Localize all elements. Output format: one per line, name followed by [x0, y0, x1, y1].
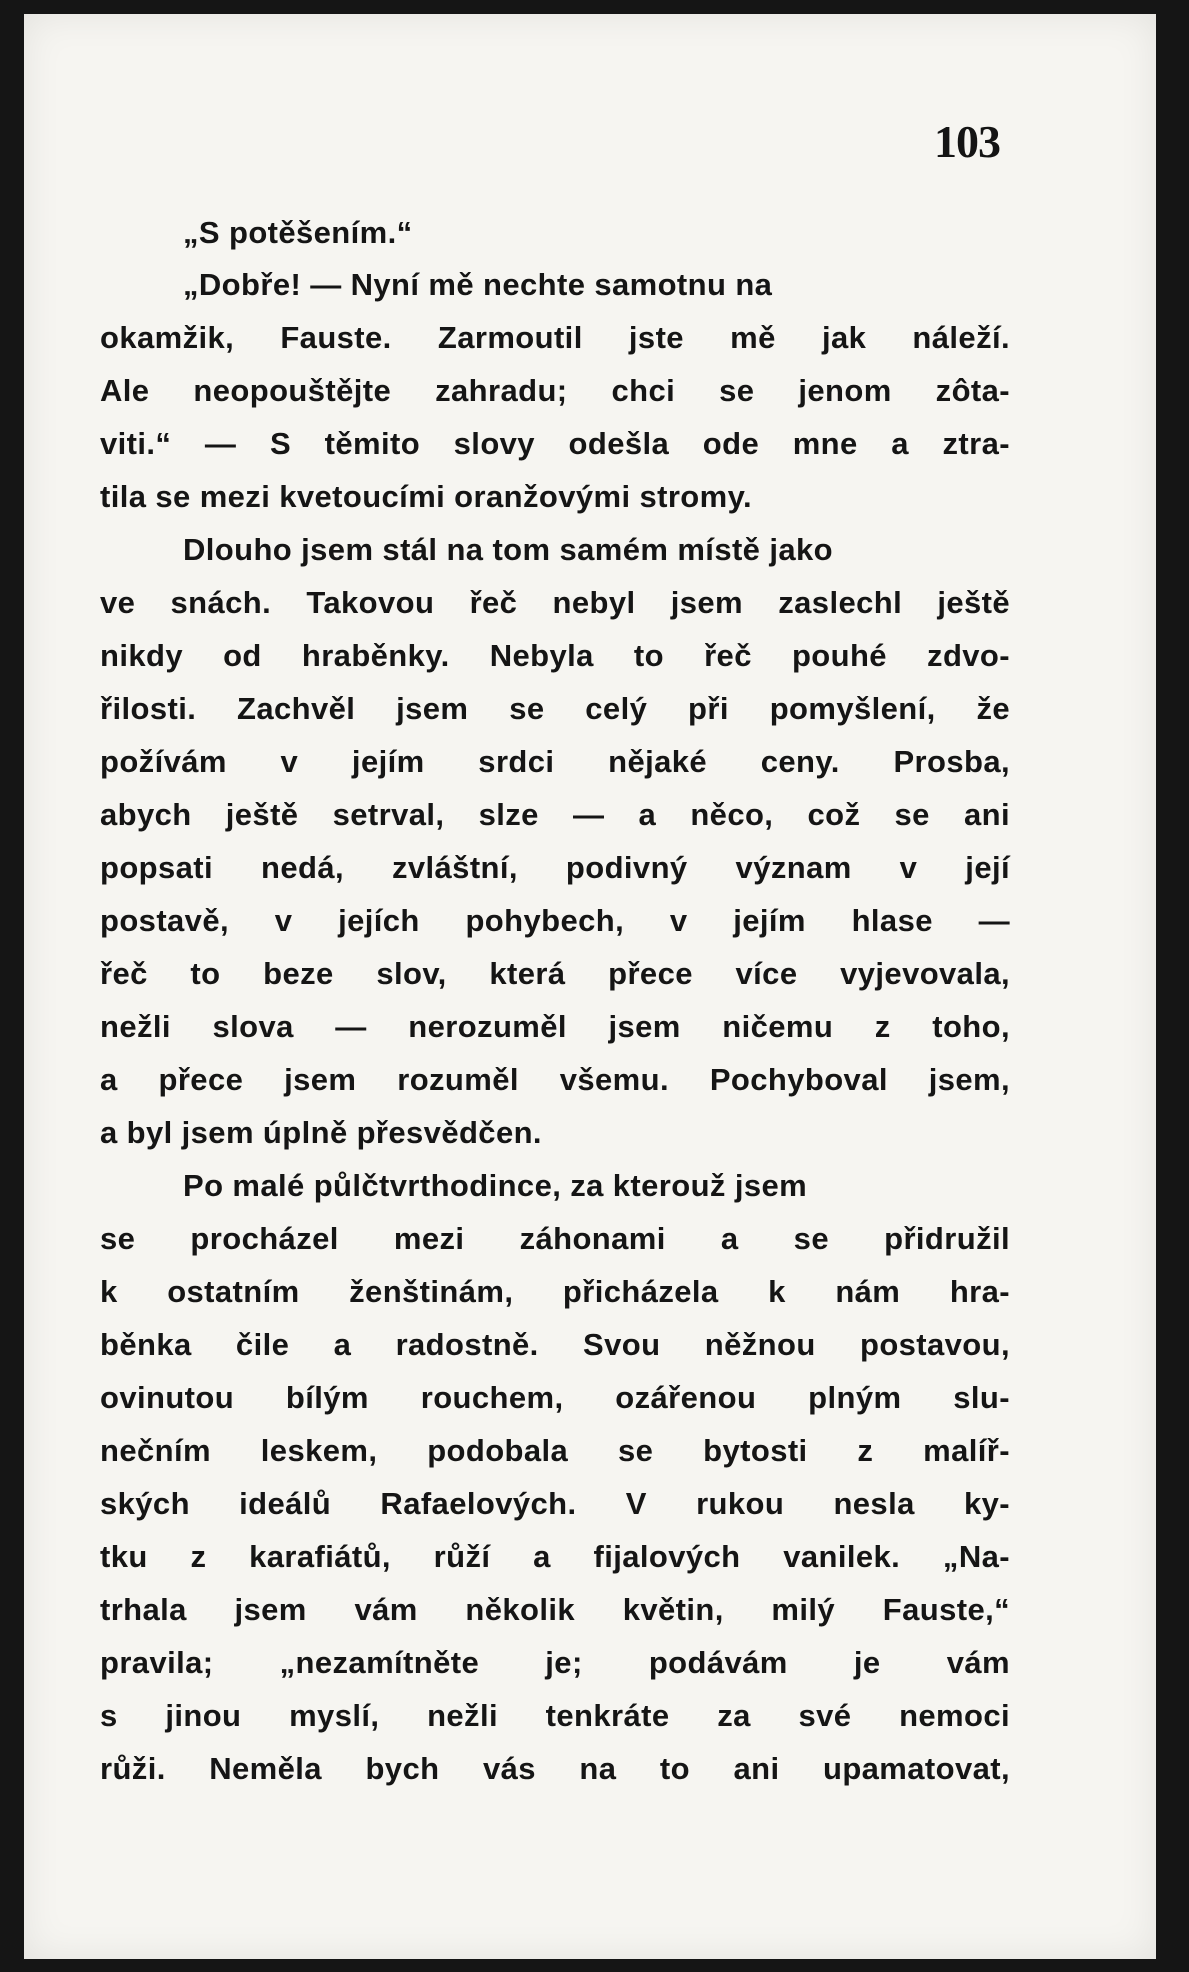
text-line: viti.“ — S těmito slovy odešla ode mne a ztra- [100, 426, 1010, 461]
text-line: a byl jsem úplně přesvědčen. [100, 1115, 542, 1150]
text-line: tku z karafiátů, růží a fijalových vanilek. „Na- [100, 1539, 1010, 1574]
text-line: Ale neopouštějte zahradu; chci se jenom zôta- [100, 373, 1010, 408]
text-line: „Dobře! — Nyní mě nechte samotnu na [183, 267, 773, 302]
text-line: požívám v jejím srdci nějaké ceny. Prosba, [100, 744, 1010, 779]
text-line: s jinou myslí, nežli tenkráte za své nemoci [100, 1698, 1010, 1733]
text-line: ovinutou bílým rouchem, ozářenou plným slu- [100, 1380, 1010, 1415]
text-line: tila se mezi kvetoucími oranžovými stromy. [100, 479, 752, 514]
text-line: a přece jsem rozuměl všemu. Pochyboval jsem, [100, 1062, 1010, 1097]
text-line: ve snách. Takovou řeč nebyl jsem zaslechl ještě [100, 585, 1010, 620]
text-line: řeč to beze slov, která přece více vyjevovala, [100, 956, 1010, 991]
text-line: se procházel mezi záhonami a se přidružil [100, 1221, 1010, 1256]
text-line: řilosti. Zachvěl jsem se celý při pomyšlení, že [100, 691, 1010, 726]
page-number: 103 [934, 116, 1000, 167]
text-line: ských ideálů Rafaelových. V rukou nesla ky- [100, 1486, 1010, 1521]
text-line: okamžik, Fauste. Zarmoutil jste mě jak náleží. [100, 320, 1010, 355]
text-line: popsati nedá, zvláštní, podivný význam v její [100, 850, 1010, 885]
text-line: pravila; „nezamítněte je; podávám je vám [100, 1645, 1010, 1680]
text-line: nikdy od hraběnky. Nebyla to řeč pouhé zdvo- [100, 638, 1010, 673]
text-line: Po malé půlčtvrthodince, za kterouž jsem [183, 1168, 808, 1203]
text-line: trhala jsem vám několik květin, milý Fauste,“ [100, 1592, 1010, 1627]
text-line: postavě, v jejích pohybech, v jejím hlase — [100, 903, 1010, 938]
text-line: k ostatním ženštinám, přicházela k nám hra- [100, 1274, 1010, 1309]
text-line: růži. Neměla bych vás na to ani upamatovat, [100, 1751, 1010, 1786]
text-line: Dlouho jsem stál na tom samém místě jako [183, 532, 833, 567]
text-line: „S potěšením.“ [183, 215, 413, 250]
text-line: nežli slova — nerozuměl jsem ničemu z toho, [100, 1009, 1010, 1044]
text-line: běnka čile a radostně. Svou něžnou postavou, [100, 1327, 1010, 1362]
text-line: abych ještě setrval, slze — a něco, což se ani [100, 797, 1010, 832]
text-line: nečním leskem, podobala se bytosti z malíř- [100, 1433, 1010, 1468]
